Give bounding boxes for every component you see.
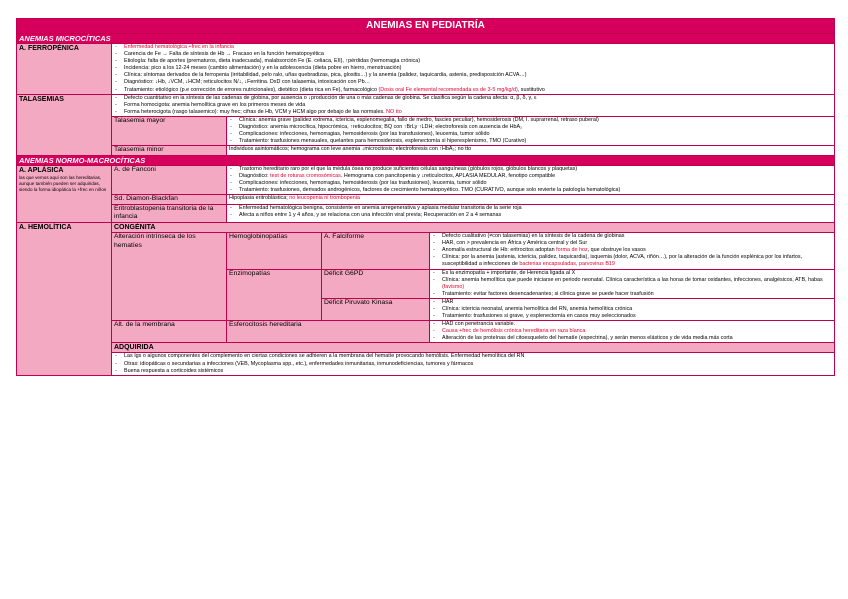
fanconi-content: [227, 165, 835, 194]
tal-mayor-item: - Tratamiento: trasfusiones mensuales, quelantes para hemosiderosis, esplenectomía si hiperesplenismo, TMO (Curativo): [229, 138, 832, 145]
tal-mayor-item: - Complicaciones: infecciones, hemorragias, hemosiderosis (por las transfusiones), leucemia, tumor sólido: [229, 131, 832, 138]
diamond-text: Hipoplasia eritroblástica;: [229, 195, 290, 202]
tal-mayor-item: - Diagnóstico: anemia microcítica, hipocrómica, ↑reticulocitos; BQ con ↑BrLy ↑LDH; electroforesis con ausencia de HbA₁: [229, 124, 832, 131]
anemias-table-sheet: [16, 18, 834, 376]
ferro-treat-text: Tratamiento: etiológico (p.e corrección de errores nutricionales), dietético (dieta rica en Fe), farmacológico: [124, 86, 379, 93]
talasemia-mayor-content: [227, 116, 835, 145]
talasemia-mayor-label: Talasemia mayor: [112, 116, 227, 145]
eritro-item: - Afecta a niños entre 1 y 4 años, y se relaciona con una infección viral previa; Recuperación en 2 a 4 semanas: [229, 212, 832, 219]
adq-item: - Las Igs o algunos componentes del complemento en ciertas condiciones se adhieren a la membrana del hematíe provocando hemólisis. Enfermedad hemolítica del RN: [114, 353, 832, 360]
ferro-item: - Diagnóstico: ↓Hb, ↓VCM, ↓HCM; reticulocitos N/↓, ↓Ferritina. DxD con talasemia, intoxicación con Pb…: [114, 79, 832, 86]
enzimopatias-label: Enzimopatías: [227, 269, 322, 321]
g6pd-label: Déficit G6PD: [322, 269, 430, 298]
g6pd-item: [432, 277, 832, 291]
g6pd-item: - Tratamiento: evitar factores desencadenantes; si clínica grave se puede hacer trasfusión: [432, 291, 832, 298]
esfero-item: - Alteración de las proteínas del citoesqueleto del hematíe (espectrina), y serán menos elásticos y de vida media más corta: [432, 335, 832, 342]
falci-clin-prefix: Clínica: por la anemia (astenia, ictericia, palidez, taquicardia), isquemia (dolor, ACVA, riñón…), por la alteración de la función esplénica por los infartos, susceptibilidad a infecciones de: [442, 254, 803, 268]
g6pd-content: [430, 269, 835, 298]
falci-anom-hoz: forma de hoz: [556, 247, 588, 254]
adquirida-content: [112, 353, 835, 375]
fanconi-dx-test: test de roturas cromosómicas: [270, 173, 341, 179]
fanconi-dx-suffix: . Hemograma con pancitopenia y ↓reticulocitos, APLASIA MEDULAR, fenotipo compatible: [340, 173, 556, 179]
adquirida-header: ADQUIRIDA: [112, 343, 835, 353]
adq-item: - Otras: idiopáticas o secundarias a infecciones (VEB, Mycoplasma spp., etc.), enfermedades inmunitarias, inmunodeficiencias, tumores y fármacos: [114, 361, 832, 368]
piruvato-kinasa-label: Déficit Piruvato Kinasa: [322, 298, 430, 320]
falci-anomalia: [432, 247, 832, 254]
fanconi-label: A. de Fanconi: [112, 165, 227, 194]
falciforme-label: A. Falciforme: [322, 233, 430, 269]
diamond-blackfan-label: Sd. Diamon-Blackfan: [112, 195, 227, 205]
ferro-treatment: [114, 87, 832, 94]
falci-anom-suffix: , que obstruye los vasos: [587, 247, 646, 254]
page-title: ANEMIAS EN PEDIATRÍA: [17, 19, 835, 34]
ferropenica-content: [112, 44, 835, 95]
aplasica-note: las que vemos aquí son las hereditarias, aunque también pueden ser adquiridas, siendo la forma idiopática la +frec en niños: [19, 174, 107, 192]
eritro-item: - Enfermedad hematológica benigna, consistente en anemia arregenerativa y aplasia medular transitoria de la serie roja: [229, 205, 832, 212]
ferro-item: - Incidencia: pico a los 12-24 meses (cambio alimentación) y en la adolescencia (dieta pobre en hierro, menstruación): [114, 65, 832, 72]
fanconi-dx-prefix: Diagnóstico:: [239, 173, 271, 179]
diamond-red-text: no leucopenia ni trombopenia: [289, 195, 360, 202]
ferro-item: - Clínica: síntomas derivados de la ferropenia (irritabilidad, pelo ralo, uñas quebradizas, pica, glositis…) y la anemia (palidez, taquicardia, astenia, predisposición ACVA…): [114, 72, 832, 79]
aplasica-cell: [17, 165, 112, 222]
fanconi-item: - Tratamiento: trasfusiones, derivados androgénicos, factores de crecimiento hematopoyético. TMO (CURATIVO, aunque solo revierte la patología hematológica): [229, 187, 832, 194]
adq-item: - Buena respuesta a corticoides sistémicos: [114, 368, 832, 375]
piruv-item: - Tratamiento: trasfusiones si grave, y esplenectomía en casos muy seleccionados: [432, 313, 832, 320]
section-normo-macrociticas: ANEMIAS NORMO-MACROCÍTICAS: [17, 155, 835, 165]
g6pd-item: - Es la enzimopatía + importante, de Herencia ligada al X: [432, 270, 832, 277]
fanconi-item: - Complicaciones: infecciones, hemorragias, hemosiderosis (por las trasfusiones), leucemia, tumor sólido: [229, 180, 832, 187]
talasemia-minor-label: Talasemia minor: [112, 146, 227, 156]
eritroblastopenia-content: [227, 204, 835, 222]
g6pd-clinica: Clínica: anemia hemolítica que puede iniciarse en periodo neonatal. Clínica característica a las horas de tomar oxidantes, infecciones, analgésicos, ATB, habas: [442, 276, 823, 283]
aplasica-label: A. APLÁSICA: [19, 166, 64, 174]
tal-item: - Forma homocigota: anemia hemolítica grave en los primeros meses de vida: [114, 102, 832, 109]
falci-item: - Defecto cualitativo (≠con talasemias) en la síntesis de la cadena de globinas: [432, 233, 832, 240]
falci-item: - HAR, con > prevalencia en África y América central y del Sur: [432, 240, 832, 247]
esfero-item: - Causa +frec de hemólisis crónica hereditaria en raza blanca: [432, 328, 832, 335]
diamond-blackfan-content: [227, 195, 835, 205]
ferro-item: - Etiología: falta de aportes (prematuros, dieta inadecuada), malabsorción Fe (E. celiaca, EII), ↑pérdidas (hemorragia crónica): [114, 58, 832, 65]
fanconi-dx: [229, 173, 832, 180]
alteracion-intrinseca-label: Alteración intrínseca de los hematíes: [112, 233, 227, 321]
tal-item: [114, 109, 832, 116]
hemolitica-label: A. HEMOLÍTICA: [17, 223, 112, 376]
tal-hetero-text: Forma heterocigota (rasgo talasemico): muy frec; cifras de Hb, VCM y HCM algo por debajo de las normales.: [124, 108, 387, 115]
section-microciticas: ANEMIAS MICROCÍTICAS: [17, 34, 835, 44]
talasemias-label: TALASEMIAS: [17, 94, 112, 155]
ferropenica-label: A. FERROPÉNICA: [17, 44, 112, 95]
piruv-item: - Clínica: ictericia neonatal, anemia hemolítica del RN, anemia hemolítica crónica: [432, 306, 832, 313]
esferocitosis-content: [430, 321, 835, 343]
falci-clin-red: bacterias encapsuladas, parvovirus B19: [519, 261, 615, 268]
fanconi-item: - Trastorno hereditario raro por el que la médula ósea no produce suficientes células sanguíneas (glóbulos rojos, glóbulos blancos y plaquetas): [229, 166, 832, 173]
piruvato-kinasa-content: [430, 298, 835, 320]
eritroblastopenia-label: Eritroblastopenia transitoria de la infancia: [112, 204, 227, 222]
falciforme-content: [430, 233, 835, 269]
esfero-item: - HAD con penetrancia variable.: [432, 321, 832, 328]
hemoglobinopatias-label: Hemoglobinopatías: [227, 233, 322, 269]
talasemia-minor-content: Individuos asintomáticos; hemograma con leve anemia ↓microcitosis; electroforesis con ↑HbA₂; no tto: [227, 146, 835, 156]
ferro-treat-suffix: , sustitutivo: [517, 86, 545, 93]
ferro-item: - Enfermedad hematológica +frec en la infancia: [114, 44, 832, 51]
falci-anom-prefix: Anomalía estructural de Hb: eritrocitos adoptan: [442, 247, 557, 254]
falci-clinica: [432, 254, 832, 268]
ferro-item: - Carencia de Fe → Falta de síntesis de Hb → Fracaso en la función hematopoyética: [114, 51, 832, 58]
congenita-header: CONGÉNITA: [112, 223, 835, 233]
talasemias-content: [112, 94, 835, 116]
anemias-table: [16, 18, 835, 376]
tal-item: - Defecto cuantitativo en la síntesis de las cadenas de globina, por ausencia o ↓producción de una o más cadenas de globina. Se clasifica según la cadena afecta: α, β, δ, γ, ε: [114, 95, 832, 102]
g6pd-favismo: (favismo): [442, 283, 465, 290]
esferocitosis-label: Esferocitosis hereditaria: [227, 321, 430, 343]
tal-mayor-item: - Clínica: anemia grave (palidez extrema, ictericia, esplenomegalia, fallo de medro, fascies peculiar), hemosiderosis (DM, I. suprarrenal, retraso puberal): [229, 117, 832, 124]
tal-hetero-no-tto: NO tto: [386, 108, 402, 115]
ferro-treat-dose: (Dosis oral Fe elemental recomendada es de 3-5 mg/kg/d): [378, 86, 518, 93]
piruv-item: - HAR: [432, 299, 832, 306]
membrana-label: Alt. de la membrana: [112, 321, 227, 343]
